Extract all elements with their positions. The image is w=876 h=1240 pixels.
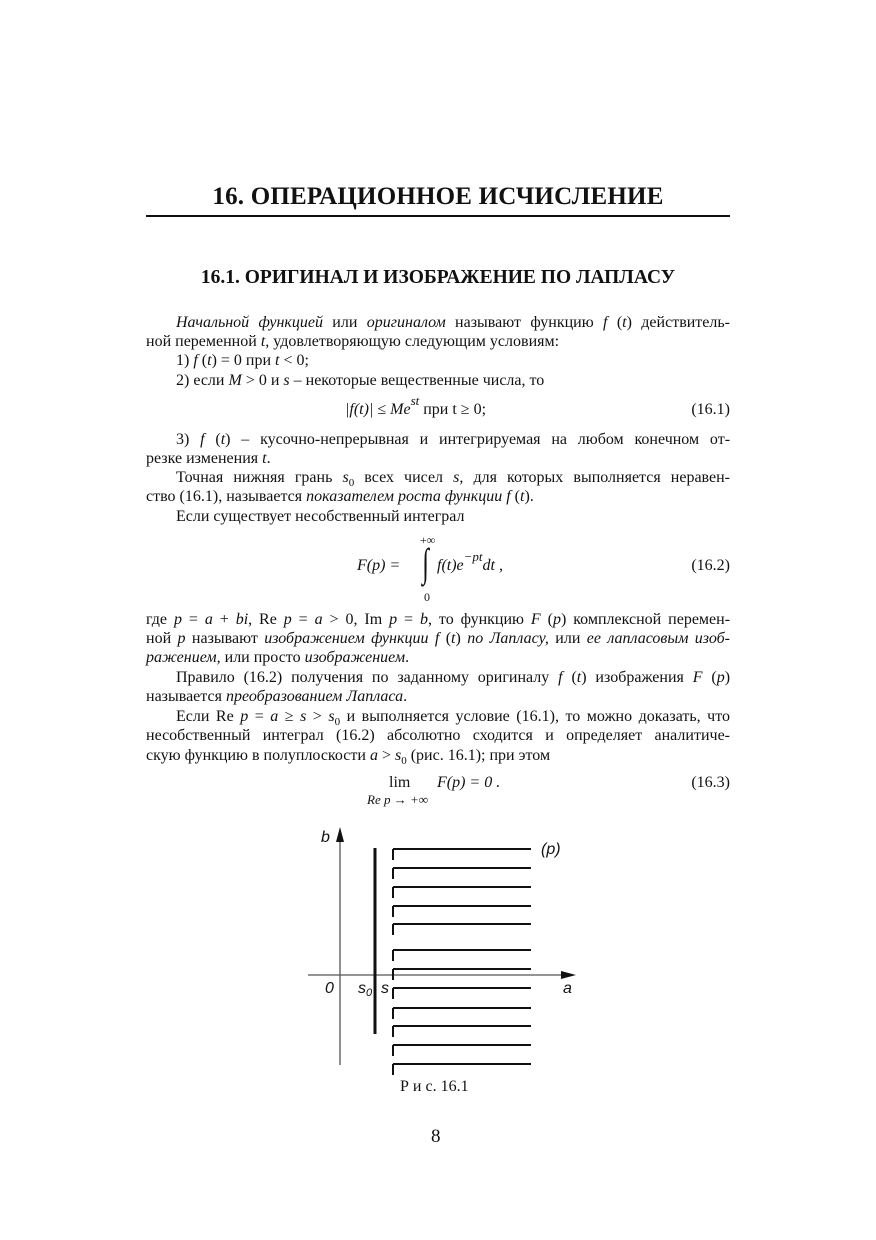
eq2-exponent: −pt: [463, 548, 483, 564]
section-title: 16.1. ОРИГИНАЛ И ИЗОБРАЖЕНИЕ ПО ЛАПЛАСУ: [200, 267, 676, 288]
eq2-body: f(t)e: [437, 557, 464, 574]
text-segment: > 0, Im: [322, 611, 390, 628]
text-segment: называют функцию: [445, 314, 604, 331]
text-segment: ) изображения: [581, 669, 693, 686]
text-segment: .: [405, 649, 410, 666]
text-segment: или: [548, 630, 587, 647]
text-segment: f: [200, 431, 205, 448]
text-segment: всех чисел: [354, 469, 454, 486]
text-segment: p: [389, 611, 398, 628]
text-segment: ство (16.1), называется: [146, 488, 307, 505]
text-segment: .: [266, 450, 271, 467]
text-segment: =: [291, 611, 315, 628]
text-segment: a: [369, 747, 378, 764]
text-segment: t: [451, 630, 456, 647]
text-segment: 2) если: [176, 372, 229, 389]
text-segment: ) комплексной перемен-: [560, 611, 730, 628]
origin-label: 0: [325, 980, 334, 997]
text-segment: где: [146, 611, 174, 628]
text-segment: , то функцию: [428, 611, 531, 628]
text-segment: a: [270, 708, 279, 725]
text-segment: s: [300, 708, 307, 725]
figure-lines: [308, 827, 576, 1075]
text-segment: t: [207, 352, 212, 369]
text-segment: ).: [524, 488, 534, 505]
text-segment: – некоторые вещественные числа, то: [289, 372, 545, 389]
text-segment: (: [204, 431, 221, 448]
axis-a-label: a: [563, 980, 572, 997]
b-axis-arrow-icon: [336, 827, 344, 842]
s0-label-main: s: [358, 980, 366, 997]
text-segment: ) – кусочно-непрерывная и интегрируемая на любом конечном от-: [225, 431, 730, 448]
text-segment: (: [607, 314, 623, 331]
text-segment: по Лапласу,: [467, 630, 549, 647]
text-segment: t: [519, 488, 525, 505]
text-segment: b: [420, 611, 428, 628]
text-segment: 0: [334, 716, 341, 726]
text-segment: s: [394, 747, 402, 764]
text-segment: =: [181, 611, 205, 628]
text-segment: f: [558, 669, 563, 686]
equation-number: (16.3): [691, 774, 730, 791]
text-segment: (рис. 16.1); при этом: [406, 747, 551, 764]
text-segment: Если существует несобственный интеграл: [176, 508, 465, 525]
chapter-title: 16. ОПЕРАЦИОННОЕ ИСЧИСЛЕНИЕ: [212, 183, 664, 210]
eq1-rhs: при t ≥ 0;: [419, 401, 487, 418]
text-segment: резке изменения: [146, 450, 263, 467]
text-segment: изображением функции: [264, 630, 435, 647]
text-segment: несобственный интеграл (16.2) абсолютно сходится и определяет аналитиче-: [146, 727, 730, 744]
text-segment: Правило (16.2) получения по заданному оригиналу: [176, 669, 559, 686]
text-segment: a: [204, 611, 213, 628]
text-segment: ): [724, 669, 730, 686]
text-segment: f: [193, 352, 198, 369]
text-segment: оригиналом: [366, 314, 446, 331]
text-segment: ): [455, 630, 468, 647]
text-segment: < 0;: [279, 352, 309, 369]
eq3-subscript: Re p → +∞: [367, 792, 429, 807]
eq2-upper-limit: +∞: [420, 533, 436, 547]
text-segment: p: [283, 611, 292, 628]
text-segment: , для которых выполняется неравен-: [459, 469, 730, 486]
text-segment: s: [453, 469, 460, 486]
text-segment: 1): [176, 352, 194, 369]
text-segment: ) = 0 при: [211, 352, 276, 369]
text-segment: f: [603, 314, 608, 331]
text-segment: t: [260, 333, 266, 350]
text-segment: > 0 и: [241, 372, 284, 389]
eq2-tail: dt ,: [482, 557, 503, 574]
text-segment: и выполняется условие (16.1), то можно доказать, что: [340, 708, 730, 725]
s-label: s: [381, 980, 389, 997]
text-segment: скую функцию в полуплоскости: [146, 747, 370, 764]
text-segment: =: [397, 611, 420, 628]
eq2-lower-limit: 0: [424, 590, 430, 604]
text-segment: t: [220, 431, 226, 448]
text-segment: a: [314, 611, 323, 628]
text-segment: ее лапласовым изоб-: [586, 630, 730, 647]
a-axis-arrow-icon: [561, 971, 576, 979]
text-segment: , удовлетворяющую следующим условиям:: [265, 333, 560, 350]
text-segment: (: [439, 630, 452, 647]
text-segment: изображением: [304, 649, 406, 666]
text-segment: (: [702, 669, 717, 686]
text-segment: .: [403, 688, 408, 705]
region-p-label: (p): [541, 841, 561, 858]
text-segment: >: [306, 708, 329, 725]
text-segment: ной: [146, 630, 178, 647]
text-segment: p: [552, 611, 561, 628]
text-segment: bi: [235, 611, 249, 628]
text-segment: s: [342, 469, 349, 486]
text-segment: или: [322, 314, 367, 331]
eq3-body: F(p) = 0 .: [437, 774, 501, 791]
text-segment: s: [283, 372, 290, 389]
text-segment: (: [510, 488, 520, 505]
eq1-lhs: |f(t)| ≤ Me: [345, 401, 411, 418]
integral-sign: ∫: [422, 540, 429, 585]
figure-caption: Р и с. 16.1: [400, 1078, 469, 1095]
s0-label: [358, 980, 373, 999]
axis-b-label: b: [321, 829, 330, 846]
text-segment: 0: [401, 755, 407, 768]
eq2-lhs: F(p) =: [357, 557, 401, 574]
text-segment: Начальной функцией: [176, 314, 323, 331]
text-segment: ≥: [278, 708, 301, 725]
text-segment: ) действитель-: [626, 314, 730, 331]
text-segment: M: [228, 372, 242, 389]
text-segment: p: [177, 630, 186, 647]
text-segment: , Re: [248, 611, 284, 628]
text-segment: p: [716, 669, 725, 686]
text-segment: называется: [146, 688, 226, 705]
text-segment: p: [240, 708, 249, 725]
text-segment: +: [212, 611, 236, 628]
text-segment: (: [562, 669, 577, 686]
text-segment: (: [197, 352, 208, 369]
text-segment: f: [434, 630, 440, 647]
text-segment: s: [328, 708, 335, 725]
text-segment: F: [692, 669, 703, 686]
text-segment: называют: [185, 630, 265, 647]
text-segment: p: [173, 611, 182, 628]
text-segment: преобразованием Лапласа: [225, 688, 404, 705]
text-segment: =: [248, 708, 271, 725]
text-segment: t: [622, 314, 627, 331]
text-segment: F: [530, 611, 541, 628]
text-segment: ражением,: [146, 649, 221, 666]
text-segment: t: [576, 669, 582, 686]
text-segment: ной переменной: [146, 333, 261, 350]
eq1-exponent: st: [410, 392, 420, 408]
text-segment: Точная нижняя грань: [176, 469, 343, 486]
text-segment: f: [506, 488, 511, 505]
s0-label-sub: 0: [366, 987, 373, 999]
equation-number: (16.2): [691, 557, 730, 574]
eq3-lim: lim: [389, 774, 411, 791]
equation-number: (16.1): [691, 401, 730, 418]
page-number: 8: [431, 1126, 441, 1147]
text-segment: показателем роста функции: [306, 488, 507, 505]
text-segment: или просто: [220, 649, 305, 666]
text-segment: 0: [348, 477, 355, 487]
text-segment: t: [262, 450, 267, 467]
text-segment: t: [275, 352, 280, 369]
text-segment: >: [377, 747, 395, 764]
text-segment: Если Re: [176, 708, 241, 725]
text-segment: 3): [176, 431, 201, 448]
text-segment: (: [540, 611, 553, 628]
